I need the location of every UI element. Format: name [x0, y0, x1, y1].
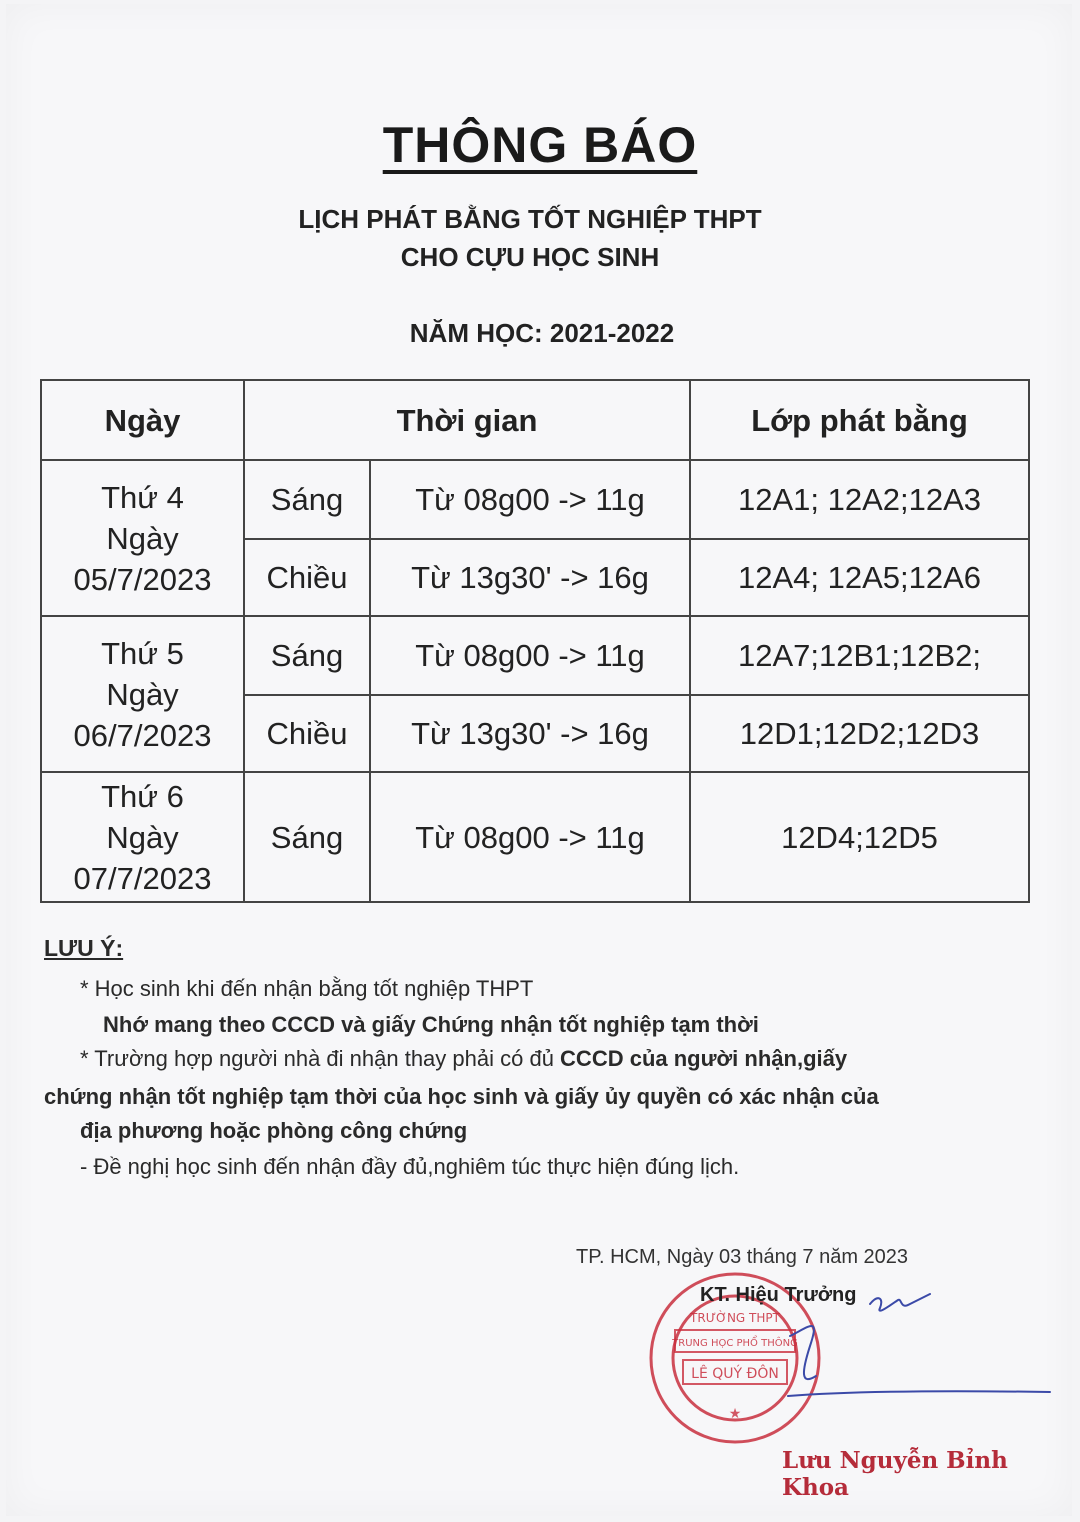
time-cell: Từ 08g00 -> 11g — [370, 772, 690, 902]
date: 05/7/2023 — [73, 561, 212, 597]
day-cell — [41, 616, 244, 772]
stamp-text-middle: TRUNG HỌC PHỔ THÔNG — [672, 1338, 798, 1349]
session-cell: Sáng — [244, 460, 370, 539]
header-time: Thời gian — [244, 380, 690, 460]
signer-role: KT. Hiệu Trưởng — [700, 1284, 857, 1306]
time-cell: Từ 13g30' -> 16g — [370, 539, 690, 616]
session-cell: Sáng — [244, 616, 370, 695]
session-cell: Chiều — [244, 695, 370, 772]
table-header-row — [41, 380, 1029, 460]
note-line-2: Nhớ mang theo CCCD và giấy Chứng nhận tốt nghiệp tạm thời — [103, 1012, 759, 1037]
session-cell: Sáng — [244, 772, 370, 902]
subtitle-line-1: LỊCH PHÁT BẰNG TỐT NGHIỆP THPT — [298, 204, 762, 234]
place-date: TP. HCM, Ngày 03 tháng 7 năm 2023 — [576, 1246, 909, 1268]
note-line-4: chứng nhận tốt nghiệp tạm thời của học sinh và giấy ủy quyền có xác nhận của — [44, 1084, 879, 1109]
session-cell: Chiều — [244, 539, 370, 616]
day-label: Ngày — [106, 520, 179, 556]
stamp-text-top: TRƯỜNG THPT — [690, 1311, 780, 1325]
weekday: Thứ 5 — [101, 635, 184, 671]
document-title: THÔNG BÁO — [382, 117, 698, 173]
notes-label: LƯU Ý: — [44, 935, 124, 961]
day-cell — [41, 460, 244, 616]
header-day: Ngày — [41, 380, 244, 460]
classes-cell: 12A7;12B1;12B2; — [690, 616, 1029, 695]
signer-name: Lưu Nguyễn Bỉnh Khoa — [782, 1447, 1008, 1501]
note-line-1: * Học sinh khi đến nhận bằng tốt nghiệp THPT — [80, 976, 534, 1001]
classes-cell: 12A1; 12A2;12A3 — [690, 460, 1029, 539]
time-cell: Từ 08g00 -> 11g — [370, 460, 690, 539]
table-row — [41, 616, 1029, 695]
stamp-text-bottom: LÊ QUÝ ĐÔN — [691, 1366, 779, 1382]
table-row — [41, 460, 1029, 539]
note-line-6: - Đề nghị học sinh đến nhận đầy đủ,nghiêm túc thực hiện đúng lịch. — [80, 1154, 740, 1179]
weekday: Thứ 6 — [101, 778, 184, 814]
classes-cell: 12D1;12D2;12D3 — [690, 695, 1029, 772]
note-line-3: * Trường hợp người nhà đi nhận thay phải có đủ CCCD của người nhận,giấy — [80, 1046, 848, 1071]
svg-text:★: ★ — [728, 1405, 742, 1421]
weekday: Thứ 4 — [101, 479, 184, 515]
school-year: NĂM HỌC: 2021-2022 — [409, 318, 675, 348]
classes-cell: 12A4; 12A5;12A6 — [690, 539, 1029, 616]
day-label: Ngày — [106, 819, 179, 855]
subtitle-line-2: CHO CỰU HỌC SINH — [400, 242, 660, 272]
date: 06/7/2023 — [73, 717, 212, 753]
header-classes: Lớp phát bằng — [690, 380, 1029, 460]
classes-cell: 12D4;12D5 — [690, 772, 1029, 902]
day-cell — [41, 772, 244, 902]
day-label: Ngày — [106, 676, 179, 712]
date: 07/7/2023 — [73, 860, 212, 896]
note-line-5: địa phương hoặc phòng công chứng — [80, 1118, 468, 1143]
table-row — [41, 772, 1029, 902]
handwritten-signature — [780, 1276, 1080, 1446]
time-cell: Từ 08g00 -> 11g — [370, 616, 690, 695]
time-cell: Từ 13g30' -> 16g — [370, 695, 690, 772]
schedule-table — [40, 379, 1030, 903]
